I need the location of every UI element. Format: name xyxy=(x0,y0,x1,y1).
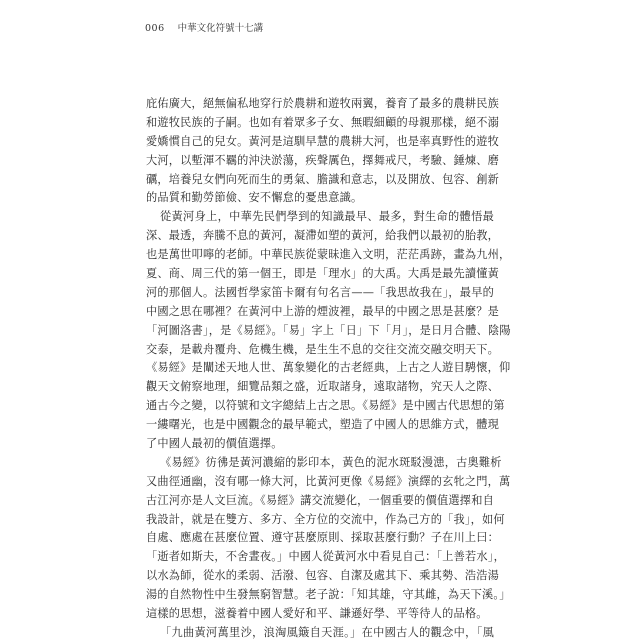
text-line: 自處、應處在甚麼位置、遵守甚麼原則、採取甚麼行動？子在川上曰： xyxy=(146,531,500,545)
text-line: 也是萬世叩嚀的老師。中華民族從蒙昧進入文明，茫茫禹跡，畫為九州， xyxy=(146,248,511,262)
text-line: 庇佑廣大，絕無偏私地穿行於農耕和遊牧兩翼，養育了最多的農耕民族 xyxy=(146,97,500,110)
text-line: 中國之思在哪裡？在黃河中上游的煙波裡，最早的中國之思是甚麼？是 xyxy=(146,304,500,318)
text-line: 《易經》彷彿是黃河濃縮的影印本，黃色的泥水斑駁漫漶，古奧難析 xyxy=(160,455,502,469)
text-line: 「九曲黃河萬里沙，浪淘風簸自天涯。」在中國古人的觀念中，「風 xyxy=(160,625,494,639)
text-line: 我設計，就是在雙方、多方、全方位的交流中，作為己方的「我」，如何 xyxy=(146,512,505,526)
text-line: 「逝者如斯夫，不舍晝夜。」中國人從黃河水中看見自己：「上善若水」， xyxy=(146,550,505,564)
text-line: 以水為師，從水的柔弱、活潑、包容、自潔及處其下、乘其勢、浩浩湯 xyxy=(146,569,500,583)
text-line: 和遊牧民族的子嗣。也如有着眾多子女、無暇細顧的母親那樣，絕不溺 xyxy=(146,115,500,129)
body-text xyxy=(146,95,511,643)
text-line: 愛嬌慣自己的兒女。黃河是這馴早慧的農耕大河，也是率真野性的遊牧 xyxy=(146,134,500,148)
text-line: 通古今之變，以符號和文字總結上古之思。《易經》是中國古代思想的第 xyxy=(146,399,505,413)
text-line: 礪，培養兒女們向死而生的勇氣、膽識和意志，以及開放、包容、創新 xyxy=(146,172,500,186)
text-line: 從黃河身上，中華先民們學到的知識最早、最多，對生命的體悟最 xyxy=(160,210,494,224)
text-line: 深、最透，奔騰不息的黃河，凝滯如塑的黃河，給我們以最初的胎教， xyxy=(146,229,500,243)
text-line: 古江河亦是人文巨流。《易經》講交流變化，一個重要的價值選擇和自 xyxy=(146,493,494,507)
text-line: 了中國人最初的價值選擇。 xyxy=(146,437,283,451)
text-line: 又曲徑通幽，沒有哪一條大河，比黃河更像《易經》演繹的玄牝之門，萬 xyxy=(146,474,511,488)
text-line: 一縷曙光，也是中國觀念的最早範式，塑造了中國人的思維方式，體現 xyxy=(146,418,500,432)
page-number: 006 xyxy=(145,23,165,34)
text-line: 《易經》是闡述天地人世、萬象變化的古老經典，上古之人遊目騁懷，仰 xyxy=(146,361,511,375)
text-line: 夏、商、周三代的第一個王，即是「理水」的大禹。大禹是最先讀懂黃 xyxy=(146,267,500,281)
text-line: 大河，以塹渾不羈的沖決淤蕩，疾聲厲色，擇舞戒尺，考驗、錘煉、磨 xyxy=(146,153,500,167)
text-line: 「河圖洛書」，是《易經》。「易」字上「日」下「月」，是日月合體、陰陽 xyxy=(146,323,511,337)
text-line: 交泰，是載舟覆舟、危機生機，是生生不息的交往交流交融交明天下。 xyxy=(146,342,500,356)
book-title: 中華文化符號十七講 xyxy=(177,23,264,34)
text-line: 湯的自然物性中生發無窮智慧。老子說：「知其雄，守其雌，為天下溪。」 xyxy=(146,588,511,602)
text-line: 觀天文俯察地理，細覽品類之盛，近取諸身，遠取諸物，究天人之際、 xyxy=(146,380,500,394)
running-header xyxy=(145,20,263,34)
text-line: 河的那個人。法國哲學家笛卡爾有句名言——「我思故我在」，最早的 xyxy=(146,285,494,299)
text-line: 這樣的思想，滋養着中國人愛好和平、謙遜好學、平等待人的品格。 xyxy=(146,607,488,621)
text-line: 的品質和勤勞節儉、安不懈怠的憂患意識。 xyxy=(146,191,363,205)
